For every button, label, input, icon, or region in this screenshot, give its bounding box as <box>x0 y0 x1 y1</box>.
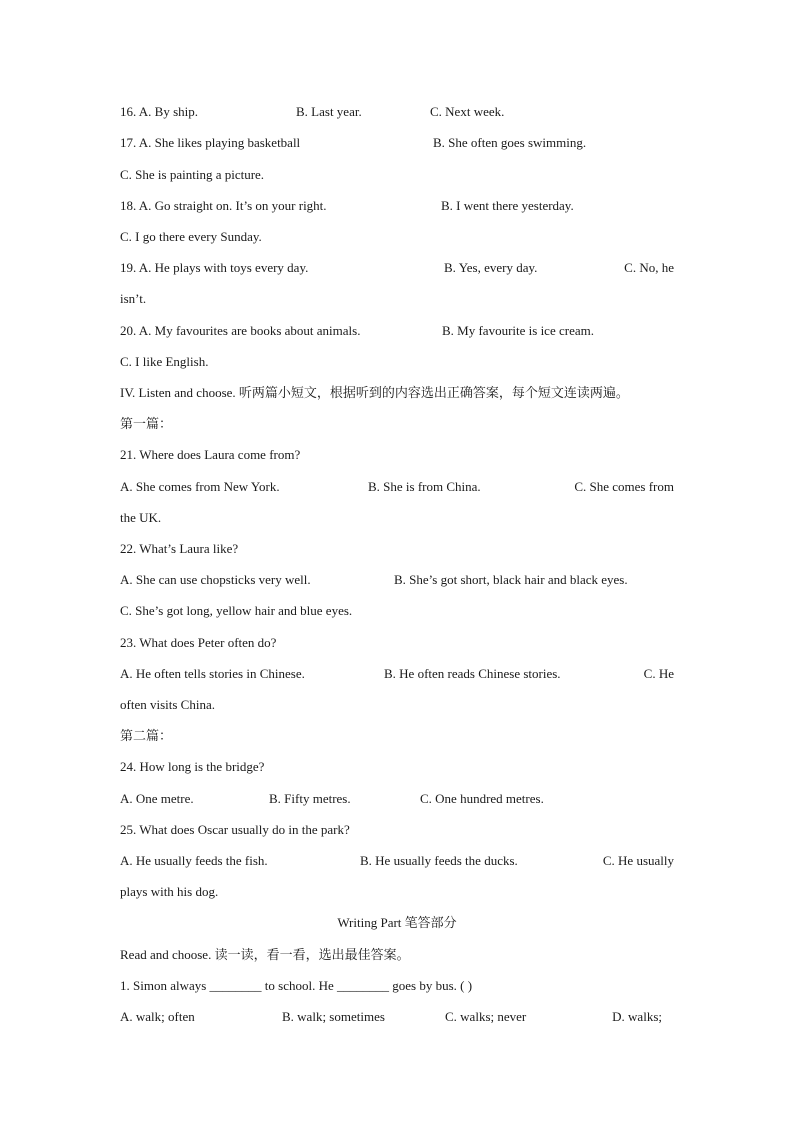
question-20 <box>120 321 676 341</box>
option-c: C. She is painting a picture. <box>120 167 265 182</box>
option-a: 19. A. He plays with toys every day. <box>120 260 309 275</box>
question-24-stem: 24. How long is the bridge? <box>120 759 265 774</box>
question-23-stem: 23. What does Peter often do? <box>120 635 277 650</box>
option-b: B. I went there yesterday. <box>441 198 574 213</box>
option-a: A. He often tells stories in Chinese. <box>120 666 305 681</box>
question-23-cont <box>120 695 676 715</box>
option-c: C. She comes from <box>574 479 674 494</box>
option-c: C. Next week. <box>430 104 505 119</box>
option-b: B. My favourite is ice cream. <box>442 323 594 338</box>
question-22-options <box>120 570 676 590</box>
question-23-options <box>120 664 676 684</box>
question-21-stem: 21. Where does Laura come from? <box>120 447 301 462</box>
question-16 <box>120 102 676 122</box>
question-18-cont <box>120 227 676 247</box>
question-25-options <box>120 851 676 871</box>
question-18 <box>120 196 676 216</box>
option-a: A. walk; often <box>120 1009 195 1024</box>
option-b: B. She’s got short, black hair and black eyes. <box>394 572 628 587</box>
option-d: D. walks; <box>612 1009 662 1024</box>
passage-1-heading: 第一篇： <box>120 416 173 431</box>
option-c: C. He usually <box>602 853 674 868</box>
question-25-stem: 25. What does Oscar usually do in the park? <box>120 822 350 837</box>
option-c: C. He <box>643 666 674 681</box>
option-b: B. Yes, every day. <box>444 260 538 275</box>
option-b: B. She is from China. <box>368 479 481 494</box>
option-c: C. I go there every Sunday. <box>120 229 262 244</box>
option-a: A. She comes from New York. <box>120 479 280 494</box>
option-b: B. She often goes swimming. <box>433 135 587 150</box>
question-19-cont <box>120 289 676 309</box>
option-a: 17. A. She likes playing basketball <box>120 135 301 150</box>
option-a: A. He usually feeds the fish. <box>120 853 268 868</box>
option-a: 20. A. My favourites are books about animals. <box>120 323 361 338</box>
option-c-continued: plays with his dog. <box>120 884 219 899</box>
writing-part-heading: Writing Part 笔答部分 <box>337 915 457 930</box>
question-21-options <box>120 477 676 497</box>
option-c: C. No, he <box>624 260 674 275</box>
option-c: C. walks; never <box>445 1009 527 1024</box>
option-b: B. Last year. <box>296 104 362 119</box>
option-c: C. She’s got long, yellow hair and blue eyes. <box>120 603 353 618</box>
option-c-continued: often visits China. <box>120 697 215 712</box>
option-b: B. He usually feeds the ducks. <box>360 853 518 868</box>
option-c: C. One hundred metres. <box>420 791 544 806</box>
question-19 <box>120 258 676 278</box>
question-25-cont <box>120 882 676 902</box>
passage-2-heading: 第二篇： <box>120 728 173 743</box>
option-c-continued: the UK. <box>120 510 162 525</box>
question-22-stem: 22. What’s Laura like? <box>120 541 239 556</box>
option-c-continued: isn’t. <box>120 291 147 306</box>
question-17 <box>120 133 676 153</box>
option-c: C. I like English. <box>120 354 209 369</box>
option-b: B. He often reads Chinese stories. <box>384 666 561 681</box>
writing-instruction: Read and choose. 读一读，看一看，选出最佳答案。 <box>120 947 410 962</box>
option-a: A. She can use chopsticks very well. <box>120 572 311 587</box>
question-20-cont <box>120 352 676 372</box>
question-21-cont <box>120 508 676 528</box>
option-b: B. Fifty metres. <box>269 791 351 806</box>
section-heading: IV. Listen and choose. 听两篇小短文，根据听到的内容选出正确答案，每个短文连读两遍。 <box>120 385 629 400</box>
option-a: A. One metre. <box>120 791 194 806</box>
question-17-cont <box>120 165 676 185</box>
question-24-options <box>120 789 676 809</box>
writing-question-1-options <box>120 1007 676 1027</box>
option-b: B. walk; sometimes <box>282 1009 385 1024</box>
writing-question-1-stem: 1. Simon always ________ to school. He ________ goes by bus. ( ) <box>120 978 473 993</box>
option-a: 16. A. By ship. <box>120 104 199 119</box>
option-a: 18. A. Go straight on. It’s on your right. <box>120 198 327 213</box>
question-22-cont <box>120 601 676 621</box>
